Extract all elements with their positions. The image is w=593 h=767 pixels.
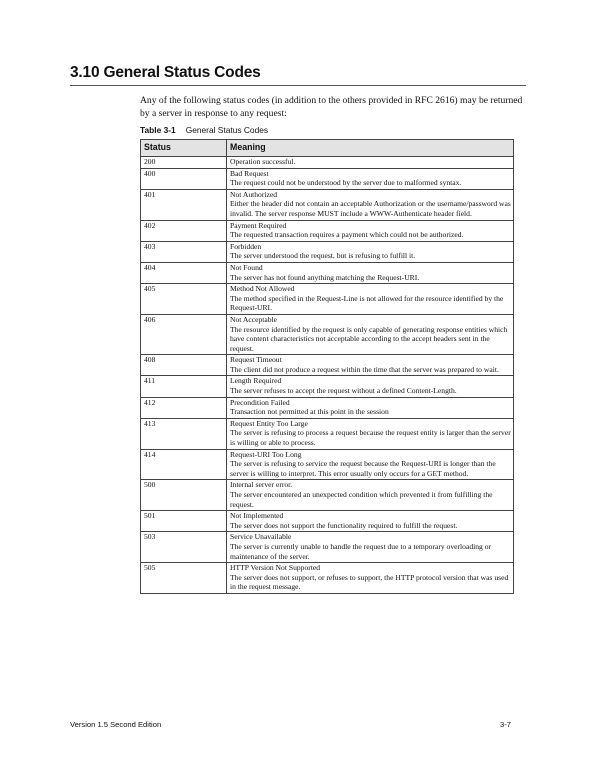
- status-code-cell: 411: [141, 376, 227, 397]
- status-code-cell: 404: [141, 262, 227, 283]
- meaning-title: Length Required: [230, 376, 282, 386]
- footer-version: Version 1.5 Second Edition: [70, 720, 162, 729]
- table-row: [141, 189, 514, 220]
- meaning-cell: [227, 284, 514, 315]
- table-header-row: [141, 140, 514, 157]
- meaning-description: The server understood the request, but is refusing to fulfill it.: [230, 251, 416, 261]
- table-row: [141, 511, 514, 532]
- table-caption-number: Table 3-1: [140, 125, 176, 135]
- section-heading: 3.10 General Status Codes: [70, 64, 526, 86]
- footer-page-number: 3-7: [500, 720, 511, 729]
- meaning-cell: [227, 355, 514, 376]
- meaning-description: The resource identified by the request is only capable of generating response entities which have content characteristics not acceptable according to the accept headers sent in the request.: [230, 324, 508, 353]
- meaning-title: Service Unavailable: [230, 532, 292, 542]
- table-caption-title: General Status Codes: [185, 125, 269, 135]
- status-code-cell: 501: [141, 511, 227, 532]
- meaning-cell: [227, 220, 514, 241]
- status-code-cell: 405: [141, 284, 227, 315]
- table-row: [141, 355, 514, 376]
- meaning-description: The server is refusing to service the request because the Request-URI is longer than the server is willing to interpret. This error usually only occurs for a GET method.: [230, 459, 496, 478]
- status-code-cell: 500: [141, 480, 227, 511]
- meaning-cell: [227, 314, 514, 354]
- meaning-cell: [227, 480, 514, 511]
- meaning-cell: [227, 241, 514, 262]
- status-code-cell: 402: [141, 220, 227, 241]
- meaning-title: Not Implemented: [230, 511, 284, 521]
- meaning-description: The server does not support the functionality required to fulfill the request.: [230, 520, 458, 530]
- meaning-cell: [227, 511, 514, 532]
- table-row: [141, 220, 514, 241]
- table-row: [141, 449, 514, 480]
- table-row: [141, 314, 514, 354]
- meaning-description: The request could not be understood by the server due to malformed syntax.: [230, 178, 462, 188]
- status-code-cell: 401: [141, 189, 227, 220]
- status-code-cell: 503: [141, 532, 227, 563]
- meaning-cell: [227, 157, 514, 169]
- meaning-cell: [227, 532, 514, 563]
- status-code-cell: 412: [141, 397, 227, 418]
- meaning-title: HTTP Version Not Supported: [230, 563, 321, 573]
- meaning-description: The server has not found anything matching the Request-URI.: [230, 272, 420, 282]
- meaning-title: Method Not Allowed: [230, 284, 295, 294]
- meaning-cell: [227, 563, 514, 594]
- meaning-description: Either the header did not contain an acceptable Authorization or the username/password was invalid. The server response MUST include a WWW-Authenticate header field.: [230, 199, 511, 218]
- meaning-title: Request Entity Too Large: [230, 418, 308, 428]
- meaning-title: Bad Request: [230, 168, 269, 178]
- table-row: [141, 418, 514, 449]
- meaning-description: The client did not produce a request within the time that the server was prepared to wait.: [230, 364, 499, 374]
- status-codes-table: [140, 139, 514, 594]
- status-code-cell: 200: [141, 157, 227, 169]
- meaning-description: The server is refusing to process a request because the request entity is larger than the server is willing or able to process.: [230, 428, 511, 448]
- meaning-title: Request-URI Too Long: [230, 449, 302, 459]
- table-row: [141, 241, 514, 262]
- meaning-cell: [227, 397, 514, 418]
- meaning-title: Payment Required: [230, 220, 287, 230]
- meaning-description: The server refuses to accept the request without a defined Content-Length.: [230, 386, 457, 396]
- status-code-cell: 413: [141, 418, 227, 449]
- status-code-cell: 414: [141, 449, 227, 480]
- meaning-description: The server is currently unable to handle the request due to a temporary overloading or maintenance of the server.: [230, 541, 492, 561]
- table-row: [141, 376, 514, 397]
- table-row: [141, 262, 514, 283]
- meaning-cell: [227, 168, 514, 189]
- meaning-title: Request Timeout: [230, 355, 282, 365]
- meaning-description: The method specified in the Request-Line is not allowed for the resource identified by the Request-URI.: [230, 293, 504, 313]
- meaning-title: Precondition Failed: [230, 397, 290, 407]
- meaning-title: Forbidden: [230, 241, 262, 251]
- meaning-title: Not Acceptable: [230, 314, 278, 324]
- meaning-title: Operation successful.: [230, 157, 296, 166]
- status-code-cell: 403: [141, 241, 227, 262]
- status-code-cell: 505: [141, 563, 227, 594]
- table-row: [141, 532, 514, 563]
- table-row: [141, 284, 514, 315]
- intro-paragraph: Any of the following status codes (in addition to the others provided in RFC 2616) may be returned by a server in response to any request:: [140, 95, 523, 119]
- meaning-cell: [227, 376, 514, 397]
- meaning-title: Not Found: [230, 262, 263, 272]
- meaning-title: Not Authorized: [230, 189, 278, 199]
- table-row: [141, 563, 514, 594]
- column-header-status: Status: [141, 140, 227, 157]
- status-code-cell: 406: [141, 314, 227, 354]
- table-row: [141, 397, 514, 418]
- meaning-description: Transaction not permitted at this point in the session: [230, 407, 389, 417]
- meaning-description: The server encountered an unexpected condition which prevented it from fulfilling the request.: [230, 490, 493, 509]
- table-row: [141, 168, 514, 189]
- meaning-cell: [227, 262, 514, 283]
- meaning-description: The requested transaction requires a payment which could not be authorized.: [230, 230, 464, 240]
- meaning-cell: [227, 189, 514, 220]
- status-code-cell: 400: [141, 168, 227, 189]
- status-code-cell: 408: [141, 355, 227, 376]
- meaning-cell: [227, 449, 514, 480]
- column-header-meaning: Meaning: [227, 140, 514, 157]
- meaning-description: The server does not support, or refuses to support, the HTTP protocol version that was used in the request message.: [230, 572, 509, 592]
- table-row: [141, 480, 514, 511]
- table-caption: [140, 125, 268, 135]
- meaning-cell: [227, 418, 514, 449]
- table-row: [141, 157, 514, 169]
- meaning-title: Internal server error.: [230, 480, 293, 490]
